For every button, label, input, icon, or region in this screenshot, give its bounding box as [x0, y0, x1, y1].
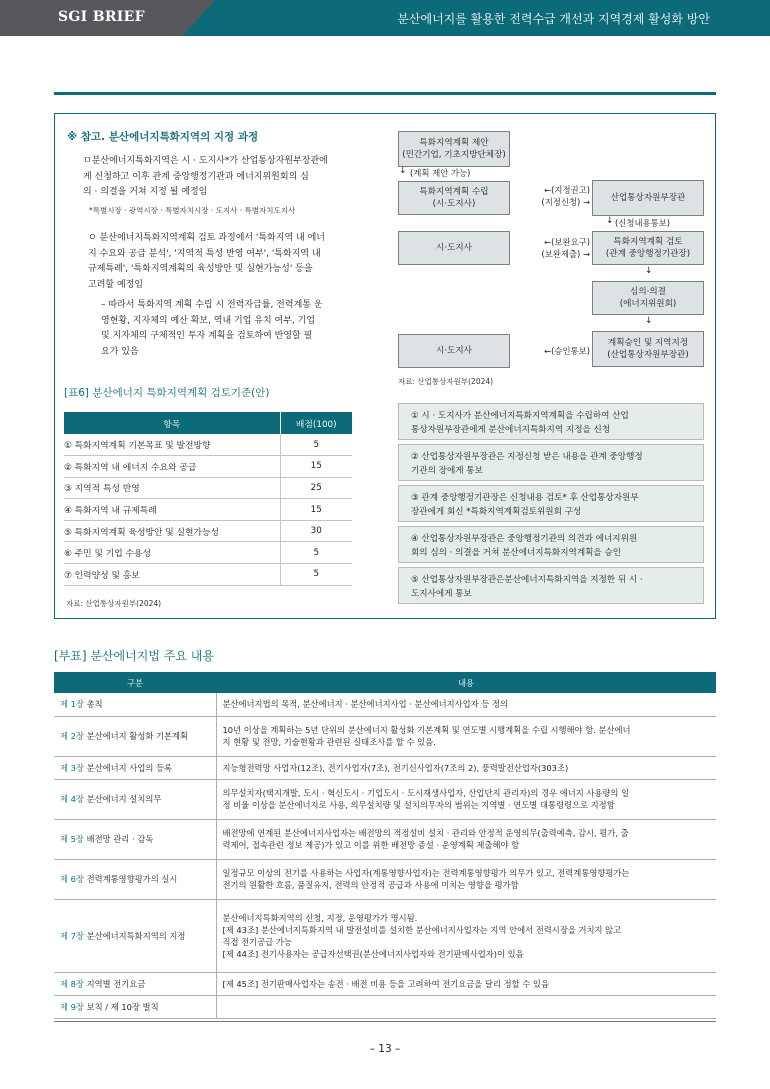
criteria-score: 25 — [280, 477, 352, 499]
chapter-number: 제 2장 — [60, 731, 84, 741]
arrow-down-icon: ↓ — [645, 266, 653, 276]
chapter-cell — [54, 899, 216, 972]
chapter-content: 분산에너지특화지역의 신청, 지정, 운영평가가 명시됨. [제 43조] 분산에너지특화지역 내 발전설비를 설치한 분산에너지사업자는 지역 안에서 전력시장을 거치지 않고 직접 전기공급 가능 [제 44조] 전기사용자는 공급자선택권(분산에너지사업자와 전기판매사업자)이 있음 — [216, 899, 716, 972]
reference-title: ※ 참고. 분산에너지특화지역의 지정 과정 — [67, 131, 259, 143]
table-row — [54, 859, 716, 899]
chapter-name: 배전망 관리 · 감독 — [83, 834, 154, 844]
table-row — [54, 716, 716, 756]
chapter-content — [216, 995, 716, 1018]
table-row — [54, 693, 716, 716]
criteria-score: 5 — [280, 542, 352, 564]
page-header — [0, 0, 770, 36]
footer-rule — [54, 1021, 716, 1022]
criteria-score: 15 — [280, 499, 352, 521]
reference-footnote: *특별시장 · 광역시장 · 특별자치시장 · 도지사 · 특별자치도지사 — [89, 206, 296, 215]
criteria-item: ① 특화지역계획 기본목표 및 발전방향 — [64, 434, 280, 456]
table-row — [54, 972, 716, 995]
reference-paragraph-1: ㅁ분산에너지특화지역은 시 · 도지사*가 산업통상자원부장관에 게 신청하고 이후 관계 중앙행정기관과 에너지위원회의 심 의 · 의결을 거쳐 지정 될 예정임 — [83, 156, 328, 197]
flow-label-proposal: (계획 제안 가능) — [410, 168, 471, 178]
step-box-4: ④ 산업통상자원부장관은 중앙행정기관의 의견과 에너지위원 회의 심의 · 의결을 거쳐 분산에너지특화지역계획을 승인 — [398, 526, 704, 563]
table-row — [64, 477, 352, 499]
criteria-score: 5 — [280, 564, 352, 586]
appendix-title: [부표] 분산에너지법 주요 내용 — [54, 649, 214, 663]
chapter-name: 분산에너지 활성화 기본계획 — [83, 731, 189, 741]
flow-box-review: 특화지역계획 검토 (관계 중앙행정기관장) — [592, 231, 704, 265]
flow-box-approval: 계획승인 및 지역지정 (산업통상자원부장관) — [592, 331, 704, 367]
arrow-down-icon: ↓ — [645, 316, 653, 326]
arrow-down-icon: ↓ — [606, 216, 614, 226]
criteria-score: 5 — [280, 434, 352, 456]
criteria-score: 30 — [280, 520, 352, 542]
arrow-down-icon: ↓ — [399, 166, 407, 176]
criteria-score: 15 — [280, 456, 352, 478]
chapter-cell — [54, 995, 216, 1018]
chapter-content: 10년 이상을 계획하는 5년 단위의 분산에너지 활성화 기본계획 및 연도별 시행계획을 수립 시행해야 함. 분산에너 지 현황 및 전망, 기술현황과 관련된 실태조사를 할 수 있음. — [216, 716, 716, 756]
table-row — [54, 819, 716, 859]
chapter-content: 분산에너지법의 목적, 분산에너지 · 분산에너지사업 · 분산에너지사업자 등 정의 — [216, 693, 716, 716]
table6-header-score: 배점(100) — [280, 412, 352, 434]
chapter-number: 제 1장 — [60, 699, 84, 710]
criteria-item: ⑤ 특화지역계획 육성방안 및 실현가능성 — [64, 520, 280, 542]
flow-label-approval: ←(승인통보) — [544, 346, 590, 356]
table6-header-item: 항목 — [64, 412, 280, 434]
chapter-number: 제 3장 — [60, 762, 84, 773]
flow-label-supplement: ←(보완요구) (보완제출) → — [541, 237, 590, 259]
chapter-number: 제 6장 — [60, 874, 84, 884]
chapter-content: 의무설치자(택지개발, 도시 · 혁신도시 · 기업도시 · 도시재생사업자, 산업단지 관리자)의 경우 에너지 사용량의 일 정 비율 이상을 분산에너지로 사용, 의무설치량 및 설치의무자의 범위는 지역별 · 연도별 대통령령으로 지정함 — [216, 779, 716, 819]
chapter-content: [제 45조] 전기판매사업자는 송전 · 배전 비용 등을 고려하여 전기요금을 달리 정할 수 있음 — [216, 972, 716, 995]
chapter-name: 총칙 — [83, 699, 103, 710]
table6-source: 자료: 산업통상자원부(2024) — [66, 599, 162, 608]
table-row — [54, 779, 716, 819]
criteria-item: ② 특화지역 내 에너지 수요와 공급 — [64, 456, 280, 478]
step-box-2: ② 산업통상자원부장관은 지정신청 받은 내용을 관계 중앙행정 기관의 장에게 통보 — [398, 444, 704, 481]
flow-source: 자료: 산업통상자원부(2024) — [398, 377, 494, 386]
flow-box-proposal: 특화지역계획 제안 (민간기업, 기초지방단체장) — [398, 131, 510, 167]
chapter-cell — [54, 819, 216, 859]
criteria-item: ③ 지역적 특성 반영 — [64, 477, 280, 499]
report-title: 분산에너지를 활용한 전력수급 개선과 지역경제 활성화 방안 — [397, 12, 710, 26]
chapter-number: 제 7장 — [60, 930, 84, 941]
chapter-content: 일정규모 이상의 전기를 사용하는 사업자(계통영향사업자)는 전력계통영향평가 의무가 있고, 전력계통영향평가는 전기의 원활한 흐름, 품질유지, 전력의 안정적 공급과 사용에 미치는 영향을 평가함 — [216, 859, 716, 899]
chapter-number: 제 5장 — [60, 834, 84, 844]
flow-box-governor: 시·도지사 — [398, 231, 510, 265]
chapter-content: 배전망에 연계된 분산에너지사업자는 배전망의 적정설비 설치 · 관리와 안정적 운영의무(출력예측, 감시, 평가, 출 력제어, 접속관련 정보 제공)가 있고 이를 위한 배전망 증설 · 운영계획 제출해야 함 — [216, 819, 716, 859]
flow-label-notify: (신청내용통보) — [615, 218, 671, 228]
step-box-1: ① 시 · 도지사가 분산에너지특화지역계획을 수립하여 산업 통상자원부장관에게 분산에너지특화지역 지정을 신청 — [398, 403, 704, 440]
table-row — [54, 995, 716, 1018]
top-rule — [54, 92, 716, 95]
appendix-header-content: 내용 — [216, 672, 716, 693]
appendix-table — [54, 672, 716, 1019]
chapter-cell — [54, 779, 216, 819]
flow-box-plan: 특화지역계획 수립 (시·도지사) — [398, 181, 510, 215]
chapter-cell — [54, 972, 216, 995]
flow-box-ministry: 산업통상자원부장관 — [592, 180, 704, 216]
chapter-number: 제 8장 — [60, 978, 84, 989]
chapter-cell — [54, 693, 216, 716]
flow-label-designation: ←(지정권고) (지정신청) → — [541, 185, 590, 207]
step-box-3: ③ 관계 중앙행정기관장은 신청내용 검토* 후 산업통상자원부 장관에게 회신 *특화지역계획검토위원회 구성 — [398, 485, 704, 522]
table-row — [64, 499, 352, 521]
chapter-name: 분산에너지 설치의무 — [83, 794, 162, 804]
table-row — [64, 520, 352, 542]
chapter-content: 지능형전력망 사업자(12조), 전기사업자(7조), 전기신사업자(7조의 2), 풍력발전산업자(303조) — [216, 756, 716, 779]
criteria-item: ⑦ 인력양성 및 홍보 — [64, 564, 280, 586]
chapter-cell — [54, 756, 216, 779]
table-row — [64, 564, 352, 586]
chapter-cell — [54, 859, 216, 899]
page-number: – 13 – — [369, 1043, 401, 1055]
table6-title: [표6] 분산에너지 특화지역계획 검토기준(안) — [64, 387, 270, 399]
chapter-name: 분산에너지 사업의 등록 — [83, 762, 173, 773]
flow-box-committee: 심의·의결 (에너지위원회) — [592, 281, 704, 315]
review-criteria-table — [64, 412, 352, 586]
chapter-name: 지역별 전기요금 — [83, 978, 146, 989]
table-row — [54, 899, 716, 972]
chapter-name: 분산에너지특화지역의 지정 — [83, 930, 186, 941]
chapter-number: 제 9장 — [60, 1001, 84, 1012]
chapter-number: 제 4장 — [60, 794, 84, 804]
brand-label: SGI BRIEF — [58, 9, 145, 25]
appendix-header-category: 구분 — [54, 672, 216, 693]
chapter-cell — [54, 716, 216, 756]
step-box-5: ⑤ 산업통상자원부장관은분산에너지특화지역을 지정한 뒤 시 · 도지사에게 통보 — [398, 567, 704, 604]
chapter-name: 보칙 / 제 10장 벌칙 — [83, 1001, 159, 1012]
table-row — [54, 756, 716, 779]
table-row — [64, 542, 352, 564]
criteria-item: ④ 특화지역 내 규제특례 — [64, 499, 280, 521]
table-row — [64, 456, 352, 478]
reference-paragraph-3: – 따라서 특화지역 계획 수립 시 전력자급률, 전력계통 운 영현황, 지자체의 예산 확보, 역내 기업 유치 여부, 기업 및 지자체의 구체적인 투자 계획을 검토하여 반영할 필 요가 있음 — [101, 300, 323, 357]
flow-box-governor-2: 시·도지사 — [398, 334, 510, 368]
chapter-name: 전력계통영향평가의 실시 — [83, 874, 178, 884]
table-row — [64, 434, 352, 456]
criteria-item: ⑥ 주민 및 기업 수용성 — [64, 542, 280, 564]
reference-paragraph-2: ㅇ 분산에너지특화지역계획 검토 과정에서 '특화지역 내 에너 지 수요와 공급 분석', '지역적 특성 반영 여부', '특화지역 내 규제특례', '특화지역계획의 육성방안 및 실현가능성' 등을 고려할 예정임 — [88, 233, 325, 290]
